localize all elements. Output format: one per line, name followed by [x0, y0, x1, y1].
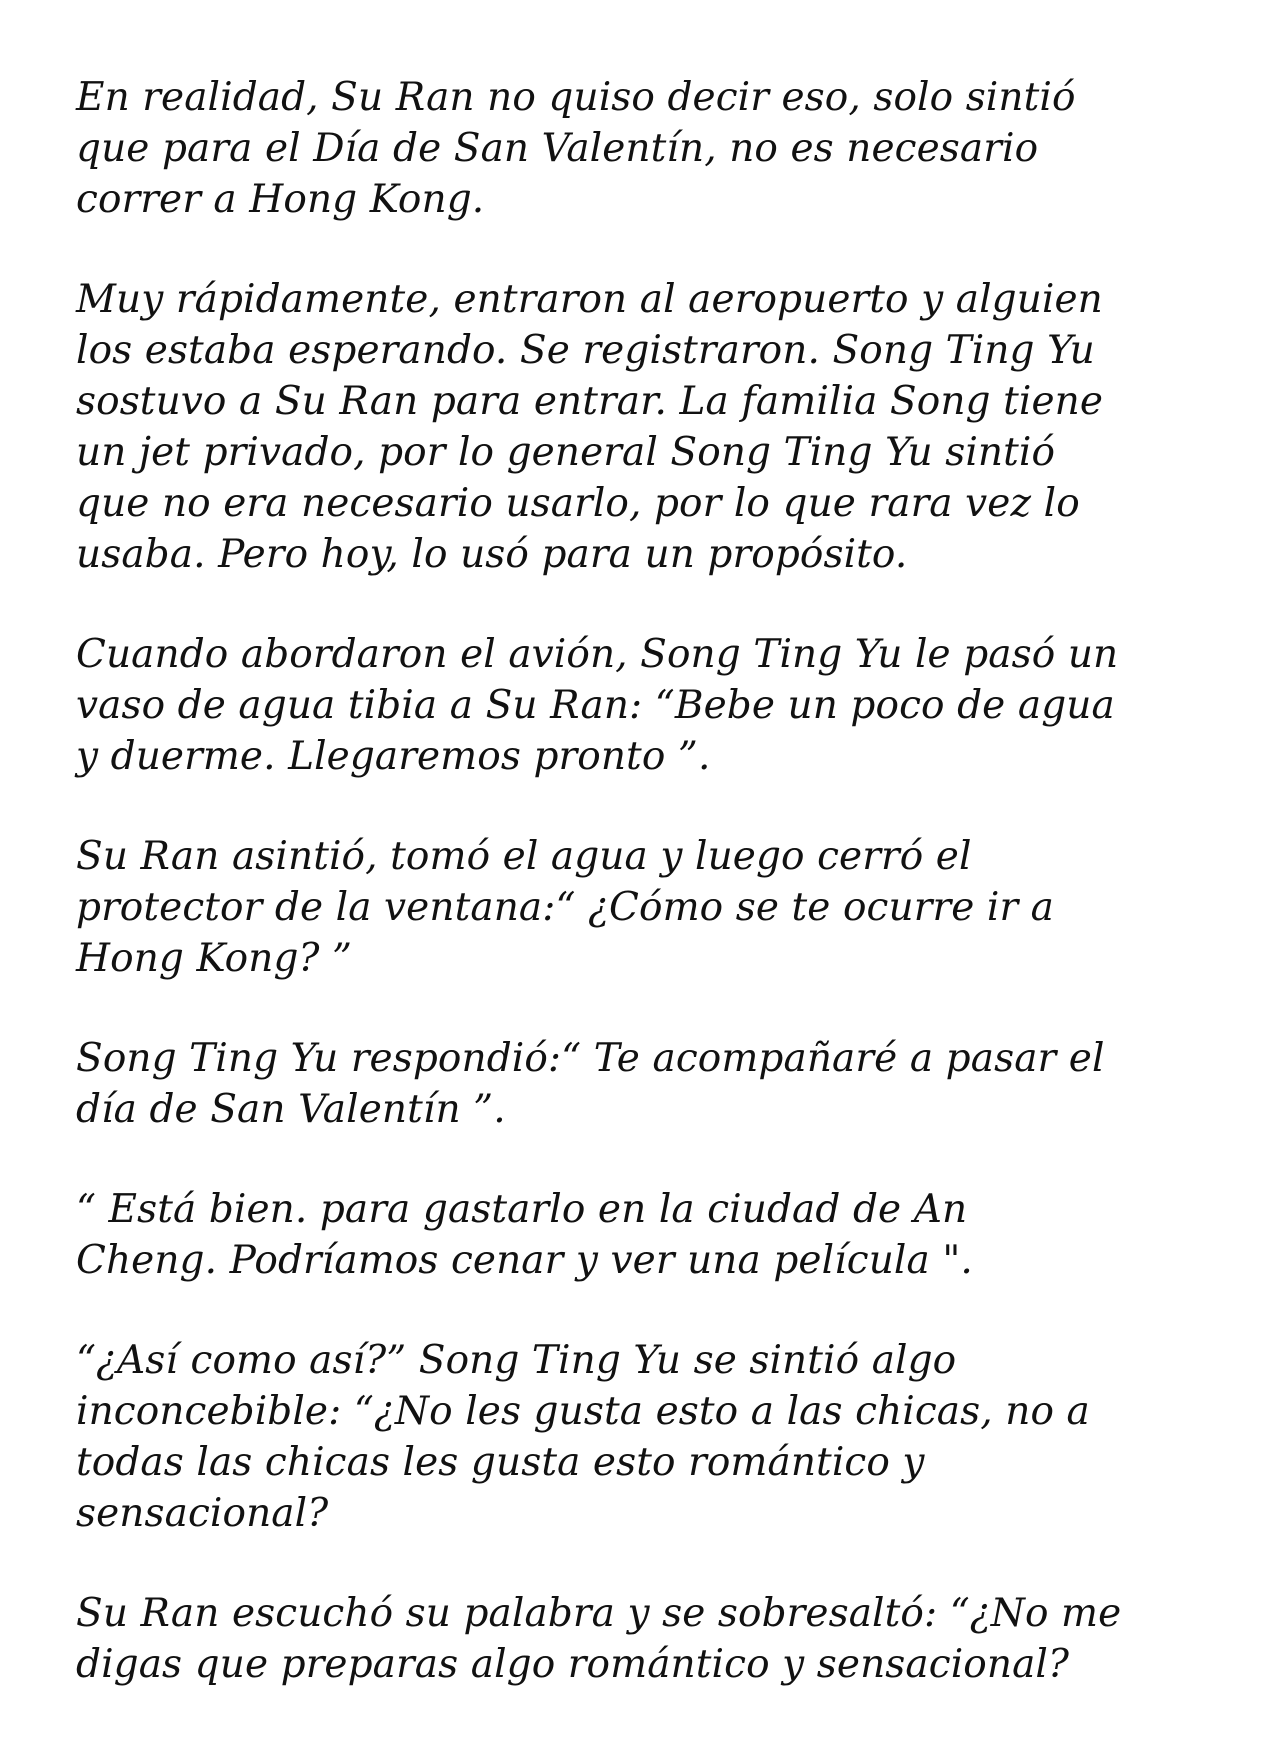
paragraph-6	[76, 1184, 1216, 1286]
text-line: Cheng. Podríamos cenar y ver una película ".	[76, 1238, 973, 1283]
text-line: y duerme. Llegaremos pronto ”.	[76, 734, 711, 779]
paragraph-7	[76, 1335, 1216, 1539]
text-line: sensacional?	[76, 1491, 329, 1536]
text-line: sostuvo a Su Ran para entrar. La familia Song tiene	[76, 379, 1104, 424]
paragraph-5	[76, 1033, 1216, 1135]
text-line: En realidad, Su Ran no quiso decir eso, solo sintió	[76, 75, 1076, 120]
text-line: digas que preparas algo romántico y sensacional?	[76, 1642, 1069, 1687]
paragraph-8	[76, 1588, 1216, 1690]
paragraph-1	[76, 72, 1216, 225]
text-line: un jet privado, por lo general Song Ting Yu sintió	[76, 430, 1056, 475]
document-page	[76, 72, 1216, 1739]
text-line: Hong Kong? ”	[76, 936, 353, 981]
text-line: protector de la ventana:“ ¿Cómo se te ocurre ir a	[76, 885, 1055, 930]
text-line: todas las chicas les gusta esto romántico y	[76, 1440, 925, 1485]
text-line: usaba. Pero hoy, lo usó para un propósito.	[76, 532, 908, 577]
text-line: correr a Hong Kong.	[76, 177, 485, 222]
paragraph-4	[76, 831, 1216, 984]
text-line: que para el Día de San Valentín, no es necesario	[76, 126, 1039, 171]
text-line: inconcebible: “¿No les gusta esto a las chicas, no a	[76, 1389, 1090, 1434]
text-line: “ Está bien. para gastarlo en la ciudad de An	[76, 1187, 968, 1232]
text-line: los estaba esperando. Se registraron. Song Ting Yu	[76, 328, 1095, 373]
text-line: Su Ran escuchó su palabra y se sobresaltó: “¿No me	[76, 1591, 1122, 1636]
paragraph-3	[76, 629, 1216, 782]
text-line: Muy rápidamente, entraron al aeropuerto y alguien	[76, 277, 1103, 322]
text-line: Song Ting Yu respondió:“ Te acompañaré a pasar el	[76, 1036, 1105, 1081]
text-line: vaso de agua tibia a Su Ran: “Bebe un poco de agua	[76, 683, 1115, 728]
text-line: día de San Valentín ”.	[76, 1087, 506, 1132]
text-line: Cuando abordaron el avión, Song Ting Yu le pasó un	[76, 632, 1119, 677]
text-line: que no era necesario usarlo, por lo que rara vez lo	[76, 481, 1080, 526]
paragraph-2	[76, 274, 1216, 580]
text-line: “¿Así como así?” Song Ting Yu se sintió algo	[76, 1338, 957, 1383]
text-line: Su Ran asintió, tomó el agua y luego cerró el	[76, 834, 972, 879]
